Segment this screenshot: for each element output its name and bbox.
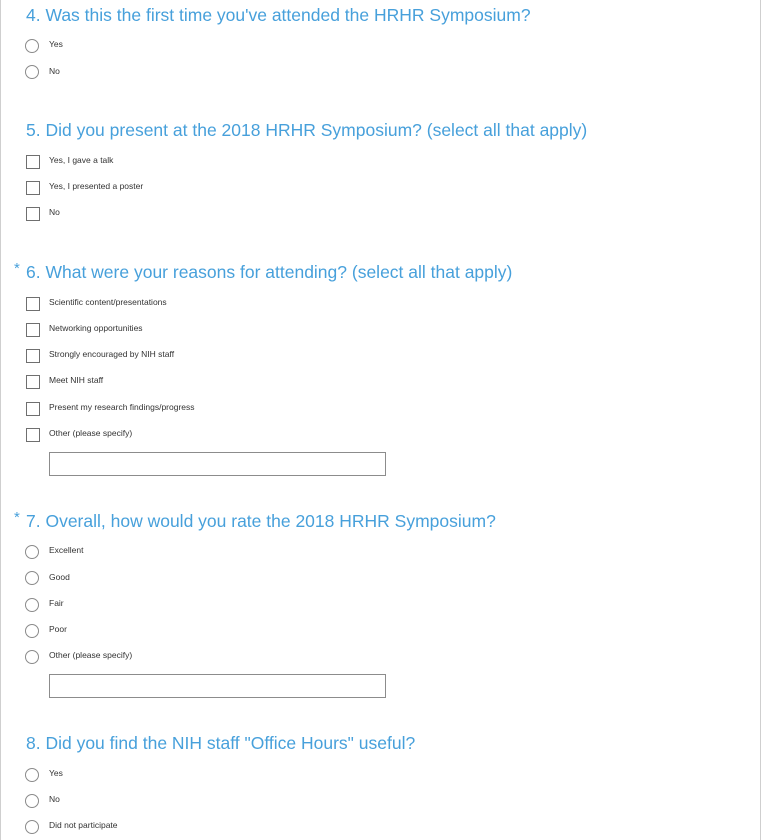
q8-option-yes-label: Yes	[49, 768, 63, 778]
q6-checkbox-encouraged[interactable]	[26, 349, 40, 363]
q6-checkbox-scientific[interactable]	[26, 297, 40, 311]
q6-option-other-label: Other (please specify)	[49, 428, 133, 438]
question-7-title: 7. Overall, how would you rate the 2018 HRHR Symposium?	[26, 511, 496, 531]
q7-required-marker: *	[14, 509, 20, 526]
q5-checkbox-no[interactable]	[26, 207, 40, 221]
q6-option-networking-label: Networking opportunities	[49, 323, 143, 333]
q7-radio-good[interactable]	[25, 571, 39, 585]
q8-option-no-label: No	[49, 794, 60, 804]
q5-option-talk-label: Yes, I gave a talk	[49, 155, 114, 165]
q6-other-text-input[interactable]	[49, 452, 386, 476]
q6-checkbox-networking[interactable]	[26, 323, 40, 337]
q5-option-poster-label: Yes, I presented a poster	[49, 181, 144, 191]
question-8-title: 8. Did you find the NIH staff "Office Hours" useful?	[26, 733, 416, 753]
q8-radio-no[interactable]	[25, 794, 39, 808]
q4-option-yes-label: Yes	[49, 39, 63, 49]
q7-option-excellent-label: Excellent	[49, 545, 84, 555]
question-4-title: 4. Was this the first time you've attended the HRHR Symposium?	[26, 5, 531, 25]
q7-radio-excellent[interactable]	[25, 545, 39, 559]
q7-option-good-label: Good	[49, 572, 70, 582]
q8-option-did-not-participate-label: Did not participate	[49, 820, 118, 830]
q6-required-marker: *	[14, 260, 20, 277]
q7-option-fair-label: Fair	[49, 598, 64, 608]
question-6-title: 6. What were your reasons for attending? (select all that apply)	[26, 262, 513, 282]
q5-option-no-label: No	[49, 207, 60, 217]
q6-option-present-research-label: Present my research findings/progress	[49, 402, 195, 412]
q7-radio-poor[interactable]	[25, 624, 39, 638]
q7-other-text-input[interactable]	[49, 674, 386, 698]
q6-checkbox-present-research[interactable]	[26, 402, 40, 416]
q6-option-scientific-label: Scientific content/presentations	[49, 297, 167, 307]
q7-radio-fair[interactable]	[25, 598, 39, 612]
q7-option-other-label: Other (please specify)	[49, 650, 133, 660]
q6-option-meet-staff-label: Meet NIH staff	[49, 375, 104, 385]
q5-checkbox-talk[interactable]	[26, 155, 40, 169]
q7-option-poor-label: Poor	[49, 624, 67, 634]
q7-radio-other[interactable]	[25, 650, 39, 664]
q6-checkbox-other[interactable]	[26, 428, 40, 442]
q6-option-encouraged-label: Strongly encouraged by NIH staff	[49, 349, 175, 359]
q5-checkbox-poster[interactable]	[26, 181, 40, 195]
q4-radio-yes[interactable]	[25, 39, 39, 53]
q4-radio-no[interactable]	[25, 65, 39, 79]
q8-radio-did-not-participate[interactable]	[25, 820, 39, 834]
question-5-title: 5. Did you present at the 2018 HRHR Symposium? (select all that apply)	[26, 120, 588, 140]
q6-checkbox-meet-staff[interactable]	[26, 375, 40, 389]
q4-option-no-label: No	[49, 66, 60, 76]
q8-radio-yes[interactable]	[25, 768, 39, 782]
